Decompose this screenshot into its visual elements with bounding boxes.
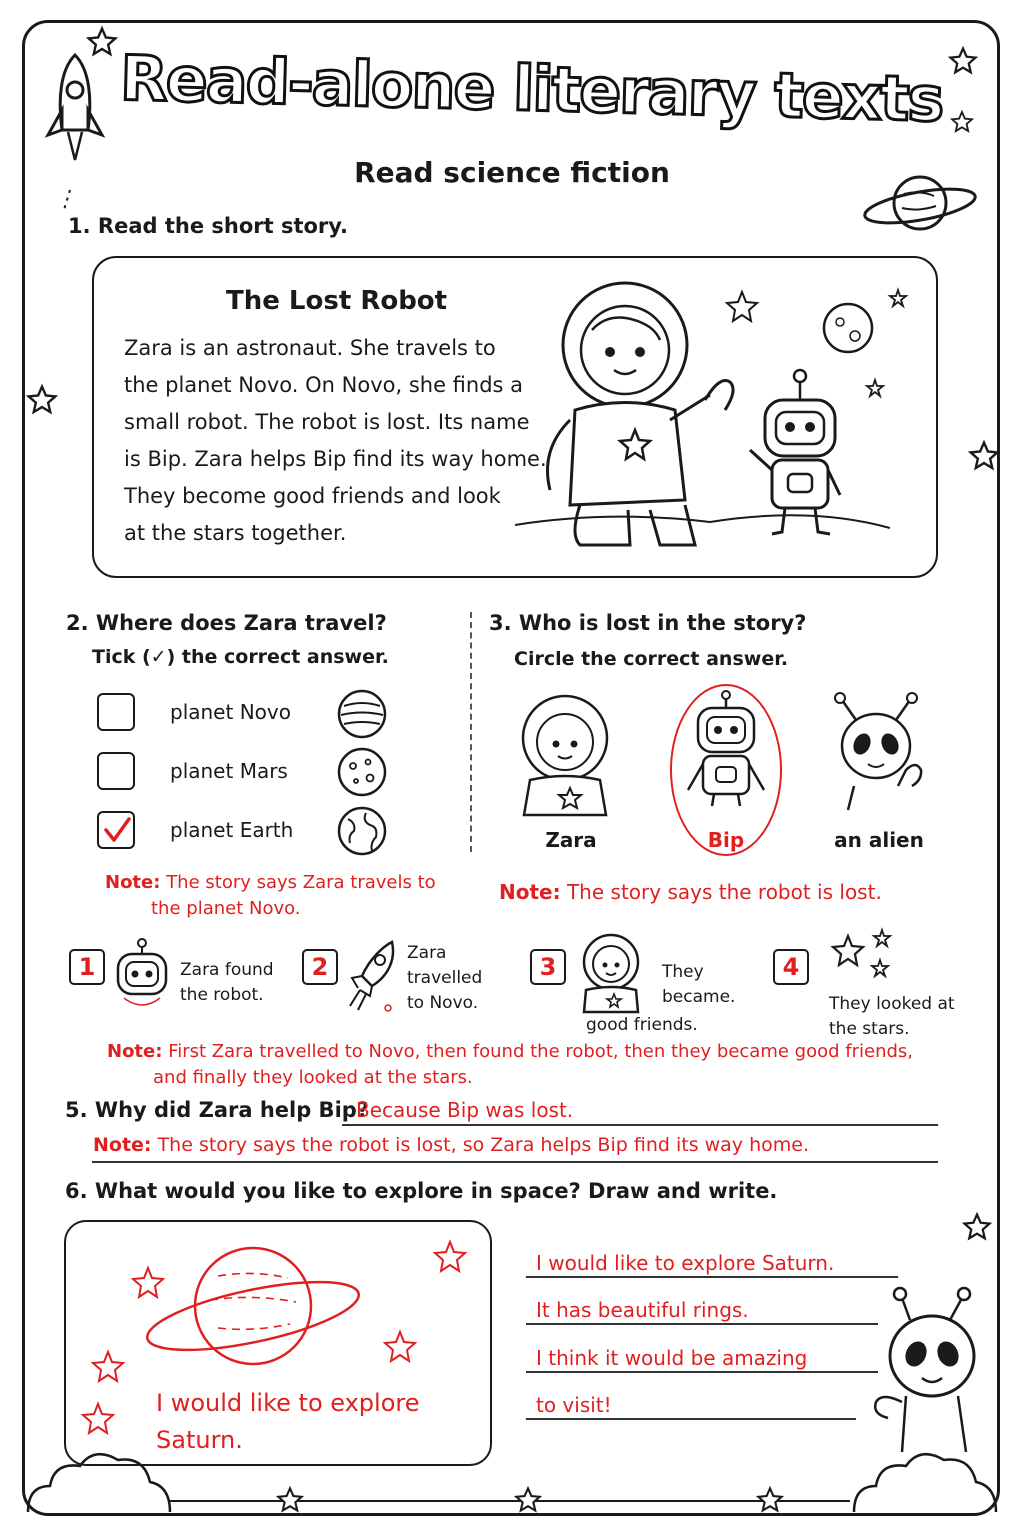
question-2-note: Note: The story says Zara travels to [105,872,436,893]
writing-line-2[interactable]: It has beautiful rings. [536,1298,749,1322]
writing-line-3[interactable]: I think it would be amazing [536,1346,808,1370]
bottom-divider [170,1500,850,1502]
question-5-note: Note: The story says the robot is lost, so Zara helps Bip find its way home. [93,1134,809,1156]
bip-robot-icon[interactable] [676,690,776,810]
column-divider [470,612,472,852]
story-line: small robot. The robot is lost. Its name [124,410,530,434]
star-icon [86,26,118,58]
story-title: The Lost Robot [226,286,448,316]
sequence-number: 3 [530,949,566,985]
answer-line [342,1124,938,1126]
rocket-icon [344,936,400,1016]
sequence-number: 4 [773,949,809,985]
checkbox-planet-mars[interactable] [97,752,135,790]
writing-line-4[interactable]: to visit! [536,1393,612,1417]
sequence-step-3: They became. [662,962,736,1007]
robot-icon [110,938,174,1018]
page-subtitle: Read science fiction [354,156,670,189]
choice-zara[interactable]: Zara [545,828,597,852]
question-4-note: Note: First Zara travelled to Novo, then found the robot, then they became good friends, [107,1041,914,1062]
question-2-instruction: Tick (✓) the correct answer. [92,646,389,668]
question-2-heading: 2. Where does Zara travel? [66,611,387,635]
sequence-step-3-continued: good friends. [586,1015,698,1035]
option-planet-mars: planet Mars [170,759,288,783]
question-4-note-continued: and finally they looked at the stars. [153,1067,473,1088]
drawing-caption-continued: Saturn. [156,1426,243,1454]
sequence-step-2: Zara travelled to Novo. [407,943,483,1013]
question-3-heading: 3. Who is lost in the story? [489,611,807,635]
option-planet-earth: planet Earth [170,818,294,842]
alien-icon[interactable] [826,690,936,820]
planet-novo-icon [336,688,388,740]
star-icon [756,1486,784,1514]
drawing-caption: I would like to explore [156,1389,420,1417]
note-line [92,1161,938,1163]
question-1-heading: 1. Read the short story. [68,214,349,238]
writing-rule [526,1323,878,1325]
question-5-answer[interactable]: Because Bip was lost. [356,1098,574,1122]
cloud-icon [24,1434,174,1514]
question-6-heading: 6. What would you like to explore in space? Draw and write. [65,1179,778,1203]
astronaut-and-robot-illustration [510,270,930,570]
choice-bip[interactable]: Bip [707,828,745,852]
writing-rule [526,1371,878,1373]
tick-mark-icon [101,814,133,846]
story-line: They become good friends and look [124,484,501,508]
planet-earth-icon [336,805,388,857]
star-icon [968,440,1000,472]
astronaut-icon [574,932,648,1016]
story-line: at the stars together. [124,521,347,545]
question-3-instruction: Circle the correct answer. [514,648,789,670]
checkbox-planet-novo[interactable] [97,693,135,731]
page-title: Read-alone literary texts [119,41,944,136]
question-5-heading: 5. Why did Zara help Bip? [65,1098,369,1122]
stars-icon [828,928,898,988]
choice-alien[interactable]: an alien [834,828,924,852]
story-line: Zara is an astronaut. She travels to [124,336,496,360]
planet-mars-icon [336,746,388,798]
writing-rule [526,1418,856,1420]
star-icon [276,1486,304,1514]
story-line: is Bip. Zara helps Bip find its way home. [124,447,547,471]
star-icon [514,1486,542,1514]
option-planet-novo: planet Novo [170,700,291,724]
writing-line-1[interactable]: I would like to explore Saturn. [536,1251,835,1275]
zara-astronaut-icon[interactable] [510,690,620,820]
sequence-step-1: Zara found the robot. [180,960,274,1005]
star-icon [26,384,58,416]
sequence-number: 2 [302,949,338,985]
sequence-step-4: They looked at the stars. [829,994,955,1039]
writing-rule [526,1276,898,1278]
question-2-note-continued: the planet Novo. [151,898,301,919]
star-icon [950,110,974,134]
star-icon [948,46,978,76]
question-3-note: Note: The story says the robot is lost. [499,880,882,904]
star-icon [962,1212,992,1242]
story-line: the planet Novo. On Novo, she finds a [124,373,524,397]
cloud-icon [850,1434,1000,1514]
sequence-number: 1 [69,949,105,985]
